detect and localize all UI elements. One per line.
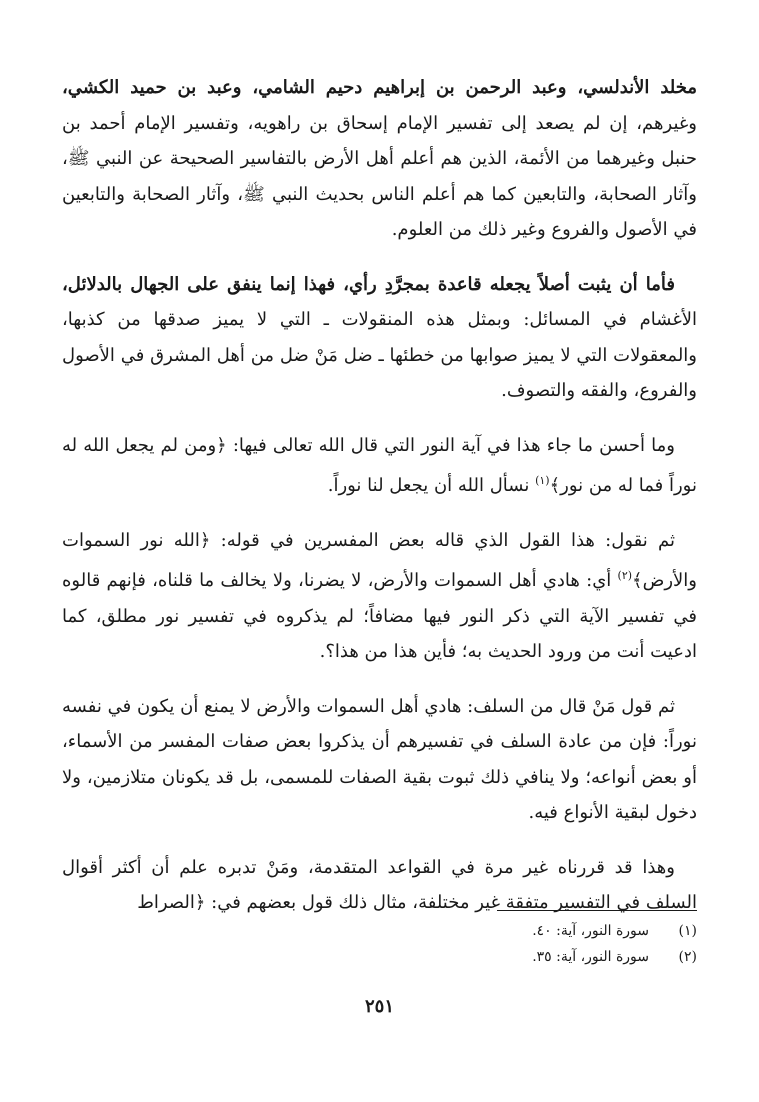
- paragraph-1-lead: مخلد الأندلسي، وعبد الرحمن بن إبراهيم دحيم الشامي، وعبد بن حميد الكشي،: [62, 77, 697, 98]
- footnote-ref-1[interactable]: (١): [535, 474, 550, 487]
- footnote-1-text: سورة النور، آية: ٤٠.: [532, 923, 649, 939]
- footnote-2-text: سورة النور، آية: ٣٥.: [532, 949, 649, 965]
- footnote-2-number: (٢): [678, 949, 697, 965]
- paragraph-2-lead: فأما أن يثبت أصلاً يجعله قاعدة بمجرَّدِ رأي، فهذا إنما ينفق على الجهال بالدلائل،: [62, 273, 675, 295]
- paragraph-3-text-after: نسأل الله أن يجعل لنا نوراً.: [327, 475, 536, 496]
- paragraph-2: [62, 267, 697, 409]
- footnote-2: [297, 944, 697, 970]
- paragraph-4-text-after: أي: هادي أهل السموات والأرض، لا يضرنا، ولا يخالف ما قلناه، فإنهم قالوه في تفسير الآية التي ذكر النور فيها مضافاً؛ لم يذكروه في تفسير نور مطلق، كما ادعيت أنت من ورود الحديث به؛ فأين هذا من هذا؟.: [62, 570, 697, 662]
- paragraph-4-text-before: ثم نقول: هذا القول الذي قاله بعض المفسرين في قوله: ﴿الله نور السموات والأرض﴾: [62, 529, 697, 591]
- paragraph-6-text: وهذا قد قررناه غير مرة في القواعد المتقدمة، ومَنْ تدبره علم أن أكثر أقوال السلف في التفسير متفقة غير مختلفة، مثال ذلك قول بعضهم في: ﴿الصراط: [62, 856, 697, 913]
- page-number: ٢٥١: [364, 996, 394, 1017]
- footnote-ref-2[interactable]: (٢): [617, 569, 633, 582]
- paragraph-4: [62, 523, 697, 670]
- footnotes: [297, 918, 697, 970]
- paragraph-3: [62, 428, 697, 504]
- paragraph-5: [62, 689, 697, 831]
- paragraph-1: [62, 70, 697, 248]
- paragraph-5-text: ثم قول مَنْ قال من السلف: هادي أهل السموات والأرض لا يمنع أن يكون في نفسه نوراً: فإن من عادة السلف في تفسيرهم أن يذكروا بعض صفات المفسر من الأسماء، أو بعض أنواعه؛ ولا ينافي ذلك ثبوت بقية الصفات للمسمى، بل قد يكونان متلازمين، ولا دخول لبقية الأنواع فيه.: [62, 695, 697, 823]
- paragraph-2-text: الأغشام في المسائل: وبمثل هذه المنقولات ـ التي لا يميز صدقها من كذبها، والمعقولات التي لا يميز صوابها من خطئها ـ ضل مَنْ ضل من أهل المشرق في الأصول والفروع، والفقه والتصوف.: [62, 309, 697, 401]
- paragraph-1-text: وغيرهم، إن لم يصعد إلى تفسير الإمام إسحاق بن راهويه، وتفسير الإمام أحمد بن حنبل وغيرهما من الأئمة، الذين هم أعلم أهل الأرض بالتفاسير الصحيحة عن النبي ﷺ، وآثار الصحابة، والتابعين كما هم أعلم الناس بحديث النبي ﷺ، وآثار الصحابة والتابعين في الأصول والفروع وغير ذلك من العلوم.: [62, 112, 697, 240]
- paragraph-3-text-before: وما أحسن ما جاء هذا في آية النور التي قال الله تعالى فيها: ﴿ومن لم يجعل الله له نوراً فما له من نور﴾: [62, 434, 697, 496]
- footnote-1-number: (١): [678, 923, 697, 939]
- footnote-1: [297, 918, 697, 944]
- footnote-divider: [497, 910, 697, 911]
- main-text: [62, 70, 697, 940]
